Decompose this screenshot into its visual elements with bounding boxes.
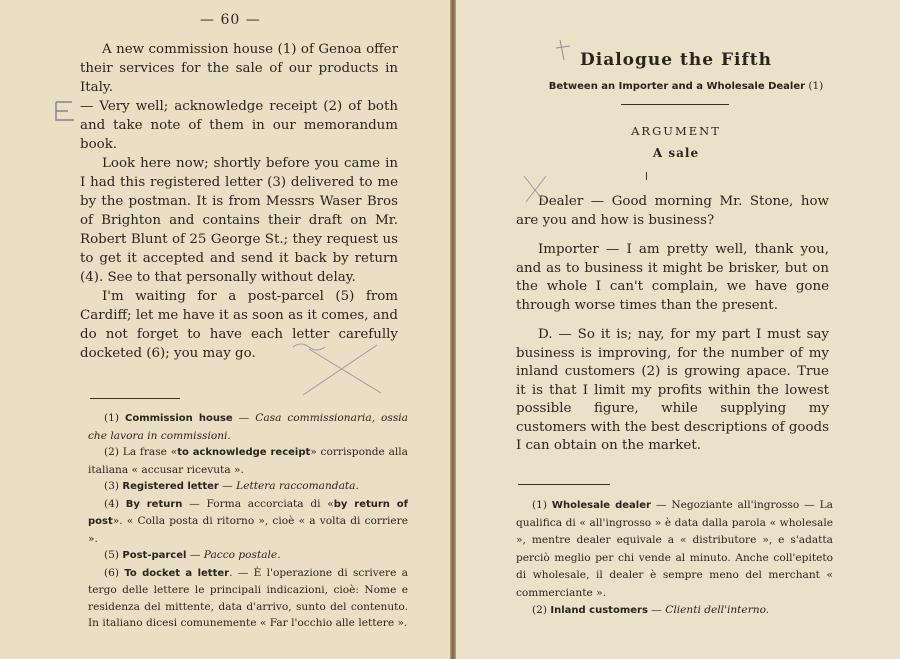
page-number: — 60 —: [200, 12, 261, 28]
title-divider: [621, 104, 729, 105]
pencil-mark-icon: [52, 98, 92, 128]
left-body-text: [80, 40, 398, 363]
right-footnotes: [516, 497, 833, 620]
footnote: (2) Inland customers — Clienti dell'interno.: [532, 604, 770, 616]
paragraph: I'm waiting for a post-parcel (5) from Cardiff; let me have it as soon as it comes, and do not forget to have each letter carefully docketed (6); you may go.: [80, 289, 398, 361]
pencil-cross-icon: [285, 335, 395, 405]
footnote: (6) To docket a letter. — È l'operazione di scrivere a tergo delle lettere le principali indicazioni, cioè: Nome e residenza del mittente, data d'arrivo, sunto del contenuto. In italiano dicesi comunemente « Far l'occhio alle lettere ».: [88, 566, 408, 629]
dialogue-subtitle: Between an Importer and a Wholesale Dealer (1): [548, 80, 824, 92]
footnote: (3) Registered letter — Lettera raccomandata.: [104, 480, 359, 492]
dialogue-title: Dialogue the Fifth: [580, 50, 772, 70]
footnote: (5) Post-parcel — Pacco postale.: [104, 549, 281, 561]
footnote-divider: [90, 398, 180, 399]
paragraph: — Very well; acknowledge receipt (2) of both and take note of them in our memorandum book.: [80, 99, 398, 152]
paragraph: Look here now; shortly before you came in I had this registered letter (3) delivered to me by the postman. It is from Messrs Waser Bros of Brighton and contains their draft on Mr. Robert Blunt of 25 George St.; they request us to get it accepted and send it back by return (4). See to that personally without delay.: [80, 156, 398, 285]
argument-label: ARGUMENT: [631, 124, 721, 138]
footnote: (2) La frase «to acknowledge receipt» corrisponde alla italiana « accusar ricevuta ».: [88, 446, 408, 476]
paragraph: Importer — I am pretty well, thank you, and as to business it might be brisker, but on the whole I can't complain, we have gone through worse times than the present.: [516, 242, 829, 313]
pencil-cross-icon: [516, 170, 556, 210]
paragraph: D. — So it is; nay, for my part I must say business is improving, for the number of my inland customers (2) is growing apace. True it is that I limit my profits within the lowest possible figure, while supplying my customers with the best descriptions of goods I can obtain on the market.: [516, 327, 829, 453]
footnote: (1) Commission house — Casa commissionaria, ossia che lavora in commissioni.: [88, 412, 408, 442]
footnote: (4) By return — Forma accorciata di «by return of post». « Colla posta di ritorno », cioè « a volta di corriere ».: [88, 497, 408, 545]
paragraph: A new commission house (1) of Genoa offer their services for the sale of our products in Italy.: [80, 42, 398, 95]
right-page: [456, 0, 900, 659]
argument-text: A sale: [652, 146, 700, 160]
footnote-divider: [518, 484, 610, 485]
right-body-text: [516, 193, 829, 467]
paragraph: Dealer — Good morning Mr. Stone, how are you and how is business?: [516, 194, 829, 228]
left-footnotes: [88, 410, 408, 632]
pencil-mark-icon: [554, 36, 574, 66]
small-divider: [646, 172, 648, 180]
footnote: (1) Wholesale dealer — Negoziante all'ingrosso — La qualifica di « all'ingrosso » è data dalla parola « wholesale », mentre dealer equivale a « distributore », e s'adatta perciò meglio per chi vende al minuto. Anche coll'epiteto di wholesale, il dealer è sempre meno del merchant « commerciante ».: [516, 499, 833, 599]
